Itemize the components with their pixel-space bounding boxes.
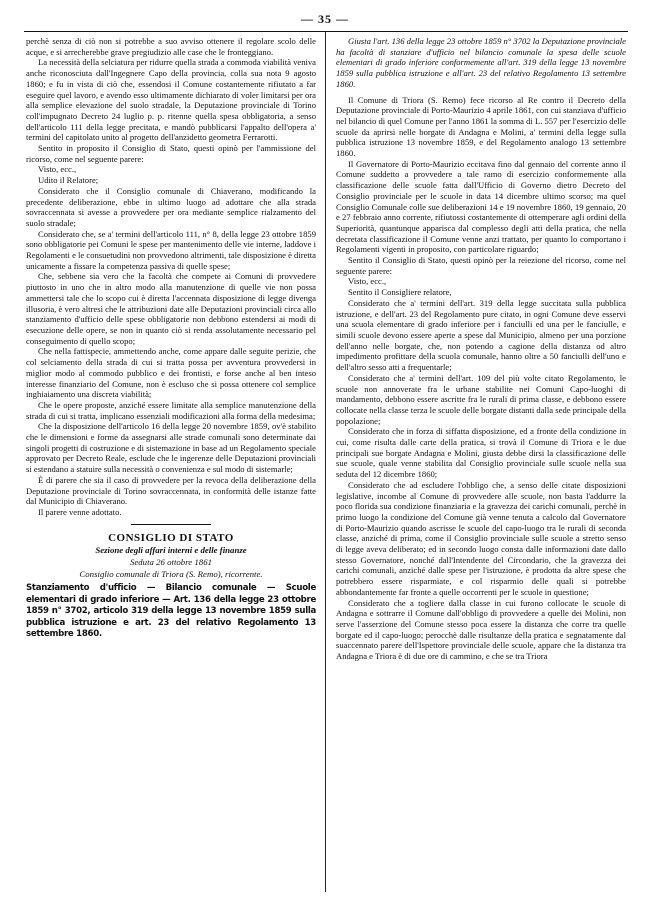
paragraph: Il parere venne adottato. — [38, 506, 122, 517]
paragraph: Considerato che il Consiglio comunale di Chiaverano, modificando la precedente deliberazione, ebbe in ultimo luogo ad adottare che alla strada sovraccennata si avesse a provvedere per ora mediante semplice rialzamento del suolo stradale; — [26, 185, 316, 228]
paragraph: Sentito il Consigliere relatore, — [348, 287, 452, 298]
paragraph: Visto, ecc., — [348, 276, 387, 287]
paragraph: Sentito in proposito il Consiglio di Stato, questi opinò per l'ammissione del ricorso, come nel seguente parere: — [26, 143, 316, 164]
paragraph: Sentito il Consiglio di Stato, questi opinò per la reiezione del ricorso, come nel seguente parere: — [336, 255, 626, 276]
section-title: CONSIGLIO DI STATO — [108, 531, 234, 544]
column-divider — [325, 32, 326, 892]
paragraph: È di parere che sia il caso di provvedere per la revoca della deliberazione della Deputazione provinciale di Torino sovraccennata, in conformità delle istanze fatte dal Municipio di Chiaverano. — [26, 474, 316, 507]
section-subtitle: Sezione degli affari interni e delle finanze — [95, 545, 247, 556]
paragraph: Considerato che ad escludere l'obbligo che, a senso delle citate disposizioni legislative, incombe al Comune di provvedere alle scuole, non basta l'addurre la poco florida sua condizione finanziaria e la gravezza dei carichi comunali, perchè in primo luogo la condizione del Comune già venne tenuta a calcolo dal Governatore di Porto-Maurizio quando ascrisse le scuole del capo-luogo tra le rurali di seconda classe, anziché di prima, come il Consiglio provinciale sulle scuole a stretto senso di legge aveva deliberato; ed in secondo luogo consta dalle informazioni date dallo stesso Governatore, nonché dall'Intendente del Circondario, che la gravezza dei carichi comunali, anziché dalle spese per l'istruzione, è prodotta da altre spese che potrebbero essere risparmiate, e col risparmio delle quali si potrebbe abbondantemente far fronte a quelle occorrenti per le scuole in questione; — [336, 479, 626, 597]
paragraph: perchè senza di ciò non si potrebbe a suo avviso ottenere il regolare scolo delle acque, e si arrecherebbe grave pregiudizio alle case che le fronteggiano. — [26, 36, 316, 57]
paragraph: Considerato che a' termini dell'art. 109 del più volte citato Regolamento, le scuole non annoverate fra le urbane stabilite nei Comuni Capo-luoghi di mandamento, debbono essere ascritte fra le rurali di prima classe, e debbono essere collocate nella classe terza le scuole delle borgate distanti dalla sede principale della popolazione; — [336, 372, 626, 426]
paragraph: Visto, ecc., — [38, 164, 77, 175]
section-summary: Stanziamento d'ufficio — Bilancio comunale — Scuole elementari di grado inferiore — Art. 136 della legge 23 ottobre 1859 n° 3702, articolo 319 della legge 13 novembre 1859 sulla pubblica istruzione e art. 23 del relativo Regolamento 13 settembre 1860. — [26, 583, 316, 640]
paragraph: Che, sebbene sia vero che la facoltà che compete ai Comuni di provvedere piuttosto in uno che in altro modo alla manutenzione di quelle vie non possa ammettersi tale che lo scopo cui è diretta l'accennata disposizione di legge divenga illusoria, è vero altresì che le attribuzioni date alle Deputazioni provinciali circa allo stanziamento d'ufficio delle spese obbligatorie non debbono estendersi ai modi di esecuzione delle opere, se non in quanto ciò si renda assolutamente necessario pel conseguimento di quello scopo; — [26, 271, 316, 346]
paragraph: Che nella fattispecie, ammettendo anche, come appare dalle seguite perizie, che col selciamento della strada di cui si tratta possa per avventura provvedersi in miglior modo al commodo pubblico e dei frontisti, e forse anche al ben inteso interesse finanziario del Comune, non è escluso che si possa ottenere col semplice inghiaiamento una discreta viabilità; — [26, 346, 316, 400]
paragraph: Che le opere proposte, anziché essere limitate alla semplice manutenzione della strada di cui si tratta, implicano essenziali modificazioni alla forma della medesima; — [26, 399, 316, 421]
section-date: Seduta 26 ottobre 1861 — [129, 557, 212, 568]
left-column — [26, 36, 316, 641]
paragraph: Considerato che a togliere dalla classe in cui furono collocate le scuole di Andagna e sottrarre il Comune dall'obbligo di provvedere a quelle dei Molini, non serve l'asserzione del Comune stesso poca essere la distanza che corre tra quelle borgate ed il capo-luogo; perocchè dalle risultanze della pratica e segnatamente dal suaccennato parere dell'Ispettore provinciale delle scuole, appare che la distanza tra Andagna e Triora è di due ore di cammino, e che se tra Triora — [336, 597, 626, 662]
intro-maxim: Giusta l'art. 136 della legge 23 ottobre 1859 n° 3702 la Deputazione provinciale ha facoltà di stanziare d'ufficio nel bilancio comunale la spesa delle scuole elementari di grado inferiore conformemente all'art. 319 della legge 13 novembre 1859 sulla pubblica istruzione e all'art. 23 del relativo Regolamento 13 settembre 1860. — [336, 36, 626, 89]
paragraph: Che la disposizione dell'articolo 16 della legge 20 novembre 1859, ov'è stabilito che le dimensioni e forme da assegnarsi alle strade comunali sono determinate dai singoli progetti di costruzione e di sistemazione in base ad un Regolamento speciale approvato per Decreto Reale, esclude che le ingerenze delle Deputazioni provinciali si estendano a statuire sulla necessità o convenienza e sul modo di sistemarle; — [26, 421, 316, 475]
section-case: Consiglio comunale di Triora (S. Remo), ricorrente. — [79, 568, 263, 579]
paragraph: Considerato che a' termini dell'art. 319 della legge succitata sulla pubblica istruzione, e dell'art. 23 del Regolamento pure citato, in ogni Comune deve esservi una scuola elementare di grado inferiore per i fanciulli ed una per le fanciulle, e simili scuole devono essere aperte a spese dal Municipio, almeno per una porzione dell'anno nelle borgate, che, non potendo a cagione della distanza od altro impedimento profittare della scuola comunale, hanno oltre a 50 fanciulli dell'uno e dell'altro sesso atti a frequentarle; — [336, 297, 626, 373]
section-rule — [131, 524, 211, 525]
right-column — [336, 36, 626, 662]
paragraph: Il Comune di Triora (S. Remo) fece ricorso al Re contro il Decreto della Deputazione provinciale di Porto-Maurizio 4 aprile 1861, con cui stanziava d'ufficio nel bilancio di quel Comune per l'anno 1861 la somma di L. 557 per l'esercizio delle scuole da aprirsi nelle borgate di Andagna e Molini, a' termini della legge sulla pubblica istruzione 13 novembre 1859, e del Regolamento analogo 13 settembre 1860. — [336, 94, 626, 159]
paragraph: Considerato che in forza di siffatta disposizione, ed a fronte della condizione in cui, come risulta dalle carte della pratica, si trovà il Comune di Triora e le due principali sue borgate Andagna e Molini, giusta debbe dirsi la classificazione delle sue scuole, quale venne stabilita dal Consiglio provinciale sulle scuole nella sua seduta del 12 dicembre 1860; — [336, 426, 626, 480]
paragraph: Udito il Relatore; — [38, 175, 99, 186]
paragraph: Il Governatore di Porto-Maurizio eccitava fino dal gennaio del corrente anno il Comune suddetto a provvedere a tale ramo di esercizio conformemente alla classificazione delle scuole fatta dall'Ufficio di Governo dietro Decreto del Consiglio provinciale per le scuole in data 14 dicembre ultimo scorso; ma quel Consiglio Comunale colle sue deliberazioni 14 e 19 novembre 1860, 19 gennaio, 20 e 27 febbraio anno corrente, rifiutossi costantemente di ottemperare agli ordini della Superiorità, quantunque apparisca dal complesso degli atti della pratica, che nella decretata classificazione il Comune venne anzi trattato, per quanto lo comportano i Regolamenti vigenti in proposito, con particolare riguardo; — [336, 158, 626, 255]
page-number: — 35 — — [301, 12, 349, 26]
paragraph: Considerato che, se a' termini dell'articolo 111, n° 8, della legge 23 ottobre 1859 sono obbligatorie pei Comuni le spese per mantenimento delle vie interne, laddove i Regolamenti e le consuetudini non provvedono altrimenti, tale disposizione è diretta unicamente a fissare la competenza passiva di quelle spese; — [26, 228, 316, 271]
header-rule — [24, 31, 628, 32]
paragraph: La necessità della selciatura per ridurre quella strada a commoda viabilità veniva anche riconosciuta dall'Ingegnere Capo della provincia, colla sua nota 9 agosto 1860; e fu in vista di ciò che, essendosi il Comune costantemente rifiutato a far eseguire quel lavoro, e avendo esso ultimamente dichiarato di voler limitarsi per ora alla semplice elevazione del suolo stradale, la Deputazione provinciale di Torino coll'impugnato Decreto 24 luglio p. p. ritenne quella spesa obbligatoria, a senso dell'articolo 111 della legge precitata, e mandò pubblicarsi l'appalto dell'opera a' termini del capitolato unito al progetto dell'anzidetto geometra Ferrarotti. — [26, 57, 316, 143]
